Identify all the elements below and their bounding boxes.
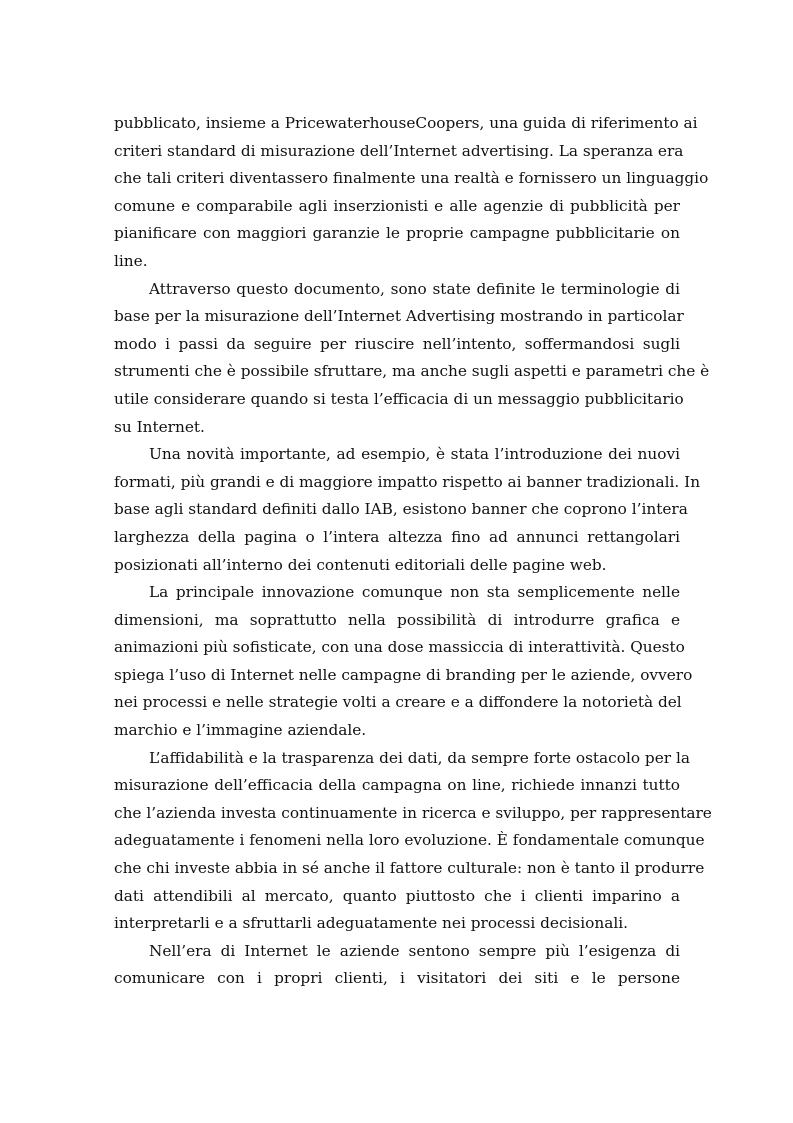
text-line: misurazione dell’efficacia della campagna on line, richiede innanzi tutto [114,776,680,795]
text-line: Nell’era di Internet le aziende sentono sempre più l’esigenza di [149,941,680,960]
text-line: larghezza della pagina o l’intera altezza fino ad annunci rettangolari [114,527,680,546]
text-line: marchio e l’immagine aziendale. [114,721,367,740]
text-line: che l’azienda investa continuamente in ricerca e sviluppo, per rappresentare [114,803,712,822]
text-line: che tali criteri diventassero finalmente una realtà e fornissero un linguaggio [114,169,709,188]
text-line: che chi investe abbia in sé anche il fattore culturale: non è tanto il produrre [114,859,705,878]
text-line: pubblicato, insieme a PricewaterhouseCoopers, una guida di riferimento ai [114,114,698,132]
text-line: strumenti che è possibile sfruttare, ma anche sugli aspetti e parametri che è [114,362,710,381]
text-line: nei processi e nelle strategie volti a creare e a diffondere la notorietà del [114,693,682,712]
text-line: interpretarli e a sfruttarli adeguatamente nei processi decisionali. [114,914,628,933]
text-line: dimensioni, ma soprattutto nella possibilità di introdurre grafica e [114,610,680,629]
text-line: La principale innovazione comunque non sta semplicemente nelle [149,583,680,602]
text-line: base per la misurazione dell’Internet Advertising mostrando in particolar [114,307,684,326]
text-line: su Internet. [114,417,205,436]
text-line: spiega l’uso di Internet nelle campagne di branding per le aziende, ovvero [114,665,693,684]
text-line: pianificare con maggiori garanzie le proprie campagne pubblicitarie on [114,224,680,243]
body-text [114,110,712,993]
text-line: line. [114,251,148,270]
text-line: utile considerare quando si testa l’efficacia di un messaggio pubblicitario [114,389,684,408]
text-line: formati, più grandi e di maggiore impatto rispetto ai banner tradizionali. In [114,472,701,491]
text-line: comune e comparabile agli inserzionisti e alle agenzie di pubblicità per [114,196,680,215]
text-line: L’affidabilità e la trasparenza dei dati, da sempre forte ostacolo per la [149,748,690,767]
text-line: comunicare con i propri clienti, i visitatori dei siti e le persone [114,969,680,988]
text-line: adeguatamente i fenomeni nella loro evoluzione. È fondamentale comunque [114,831,705,850]
text-line: criteri standard di misurazione dell’Internet advertising. La speranza era [114,141,684,160]
text-line: modo i passi da seguire per riuscire nell’intento, soffermandosi sugli [114,334,680,353]
text-line: Una novità importante, ad esempio, è stata l’introduzione dei nuovi [149,445,680,464]
text-line: dati attendibili al mercato, quanto piuttosto che i clienti imparino a [114,886,680,905]
text-line: animazioni più sofisticate, con una dose massiccia di interattività. Questo [114,638,685,657]
text-line: base agli standard definiti dallo IAB, esistono banner che coprono l’intera [114,500,688,519]
text-line: Attraverso questo documento, sono state definite le terminologie di [149,279,680,298]
text-line: posizionati all’interno dei contenuti editoriali delle pagine web. [114,555,607,574]
